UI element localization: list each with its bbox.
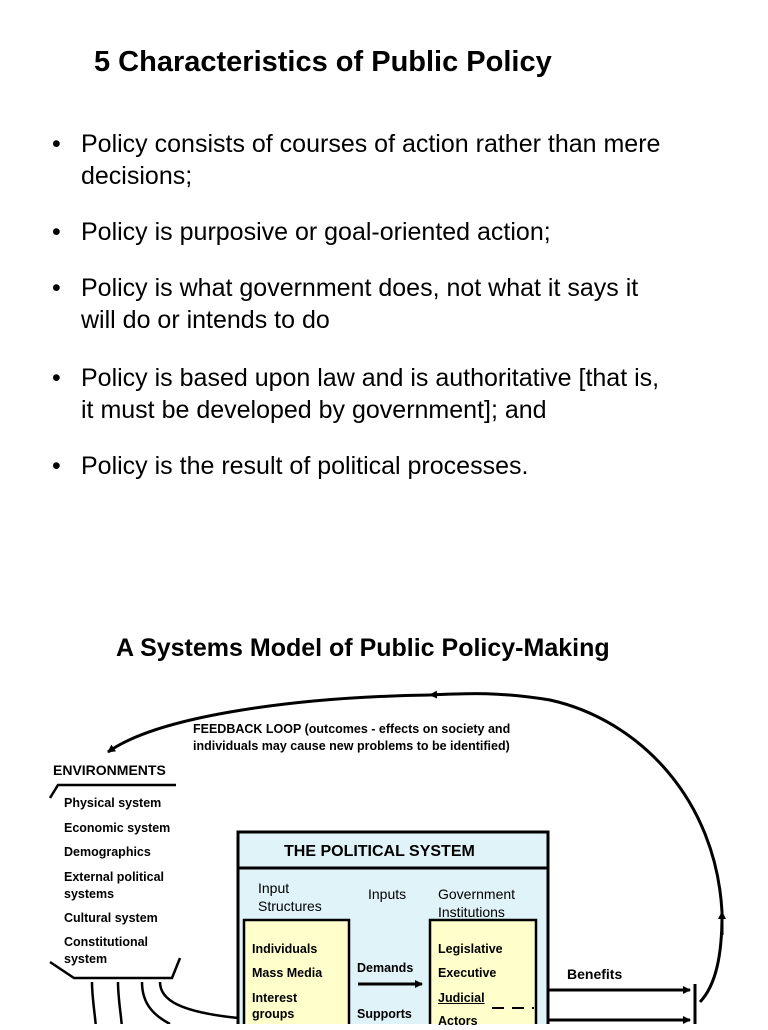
environment-flow-line: [160, 982, 238, 1018]
political-system-heading: THE POLITICAL SYSTEM: [284, 843, 475, 860]
bullet-text: Policy is the result of political processes.: [81, 452, 529, 480]
feedback-loop-note-line2: individuals may cause new problems to be identified): [193, 739, 510, 753]
environments-heading: ENVIRONMENTS: [53, 762, 166, 778]
page-title: 5 Characteristics of Public Policy: [94, 46, 552, 78]
bullet-dot: •: [52, 452, 61, 480]
inputs-label: Inputs: [368, 886, 407, 902]
environment-item: External political systems: [64, 870, 165, 901]
input-item: Mass Media: [252, 966, 323, 980]
supports-label: Supports: [357, 1007, 412, 1021]
government-item: Actors: [438, 1014, 478, 1028]
bullet-text: Policy consists of courses of action rather than mere decisions;: [81, 130, 661, 190]
environment-flow-line: [118, 982, 122, 1024]
bullet-text: Policy is based upon law and is authoritative [that is, it must be developed by government]; and: [81, 364, 660, 424]
input-item: groups: [252, 1007, 295, 1021]
government-item: Executive: [438, 966, 497, 980]
feedback-loop-label: [193, 721, 510, 738]
bullet-dot: •: [52, 218, 61, 246]
environment-item: Demographics: [64, 845, 151, 859]
input-structures-label: Input Structures: [258, 880, 322, 914]
bullet-dot: •: [52, 130, 61, 158]
environment-item: Cultural system: [64, 911, 158, 925]
government-item: Legislative: [438, 942, 503, 956]
benefits-label: Benefits: [567, 966, 623, 982]
demands-label: Demands: [357, 961, 414, 975]
feedback-loop-heading: FEEDBACK LOOP: [193, 722, 302, 736]
environment-item: Constitutional system: [64, 935, 149, 966]
government-institutions-label: Government Institutions: [438, 886, 516, 920]
input-item: Interest: [252, 991, 298, 1005]
diagram-title: A Systems Model of Public Policy-Making: [116, 634, 610, 662]
input-item: Individuals: [252, 942, 318, 956]
environment-item: Economic system: [64, 821, 171, 835]
environment-item: Physical system: [64, 796, 162, 810]
feedback-loop-note: (outcomes - effects on society and: [304, 722, 511, 736]
bullet-text: Policy is what government does, not what it says it will do or intends to do: [81, 274, 639, 334]
environment-flow-line: [92, 982, 96, 1024]
government-item: Judicial: [438, 991, 485, 1005]
bullet-dot: •: [52, 274, 61, 302]
environment-flow-line: [142, 982, 170, 1024]
bullet-text: Policy is purposive or goal-oriented action;: [81, 218, 551, 246]
bullet-dot: •: [52, 364, 61, 392]
